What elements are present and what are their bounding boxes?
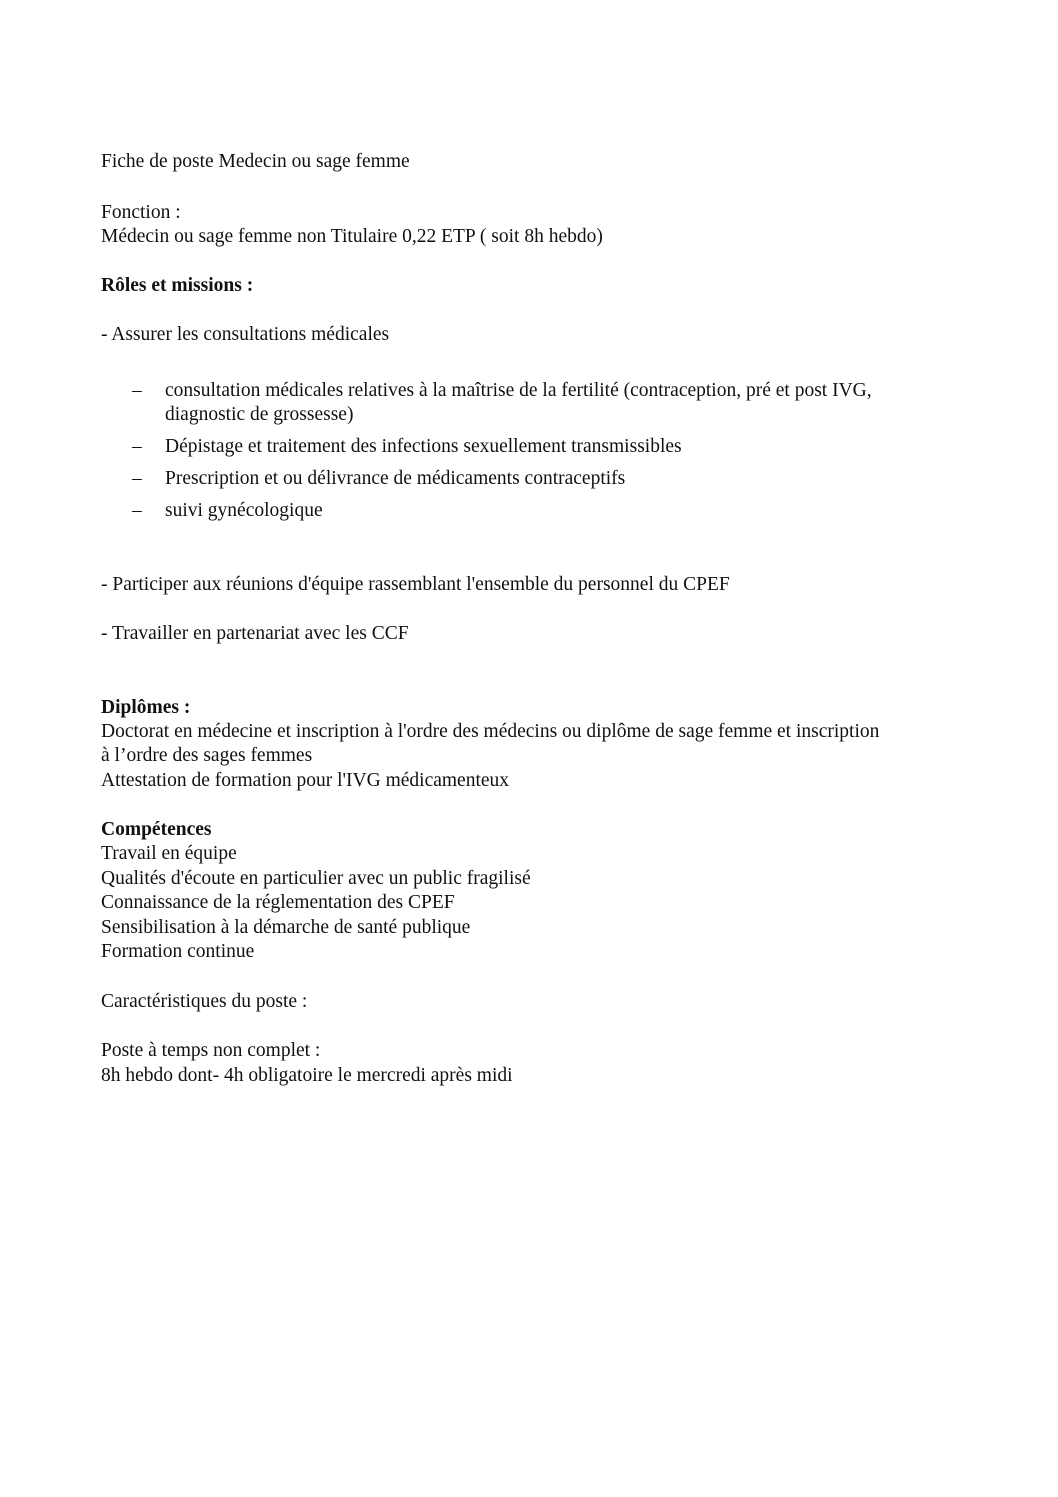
competence-item: Sensibilisation à la démarche de santé publique xyxy=(101,917,471,938)
diplomes-line: à l’ordre des sages femmes xyxy=(101,745,313,766)
caracteristiques-heading: Caractéristiques du poste : xyxy=(101,991,308,1012)
document-title: Fiche de poste Medecin ou sage femme xyxy=(101,151,410,172)
bullet-dash: – xyxy=(132,500,142,521)
participer-line: - Participer aux réunions d'équipe rassemblant l'ensemble du personnel du CPEF xyxy=(101,574,730,595)
diplomes-heading: Diplômes : xyxy=(101,697,191,718)
caracteristiques-line: 8h hebdo dont- 4h obligatoire le mercredi après midi xyxy=(101,1065,513,1086)
bullet-dash: – xyxy=(132,436,142,457)
list-item-text: Prescription et ou délivrance de médicaments contraceptifs xyxy=(165,468,626,489)
list-item-text: suivi gynécologique xyxy=(165,500,323,521)
roles-heading: Rôles et missions : xyxy=(101,275,254,296)
roles-intro: - Assurer les consultations médicales xyxy=(101,324,390,345)
fonction-label: Fonction : xyxy=(101,202,181,223)
list-item-text: Dépistage et traitement des infections sexuellement transmissibles xyxy=(165,436,682,457)
caracteristiques-line: Poste à temps non complet : xyxy=(101,1040,321,1061)
diplomes-line: Doctorat en médecine et inscription à l'ordre des médecins ou diplôme de sage femme et inscription xyxy=(101,721,880,742)
competence-item: Formation continue xyxy=(101,941,255,962)
list-item-text: consultation médicales relatives à la maîtrise de la fertilité (contraception, pré et post IVG, xyxy=(165,380,872,401)
competence-item: Travail en équipe xyxy=(101,843,237,864)
diplomes-line: Attestation de formation pour l'IVG médicamenteux xyxy=(101,770,510,791)
bullet-dash: – xyxy=(132,468,142,489)
competences-heading: Compétences xyxy=(101,819,212,840)
fonction-value: Médecin ou sage femme non Titulaire 0,22 ETP ( soit 8h hebdo) xyxy=(101,226,603,247)
competence-item: Connaissance de la réglementation des CPEF xyxy=(101,892,455,913)
list-item-text-continued: diagnostic de grossesse) xyxy=(165,404,354,425)
competence-item: Qualités d'écoute en particulier avec un public fragilisé xyxy=(101,868,531,889)
bullet-dash: – xyxy=(132,380,142,401)
travailler-line: - Travailler en partenariat avec les CCF xyxy=(101,623,409,644)
